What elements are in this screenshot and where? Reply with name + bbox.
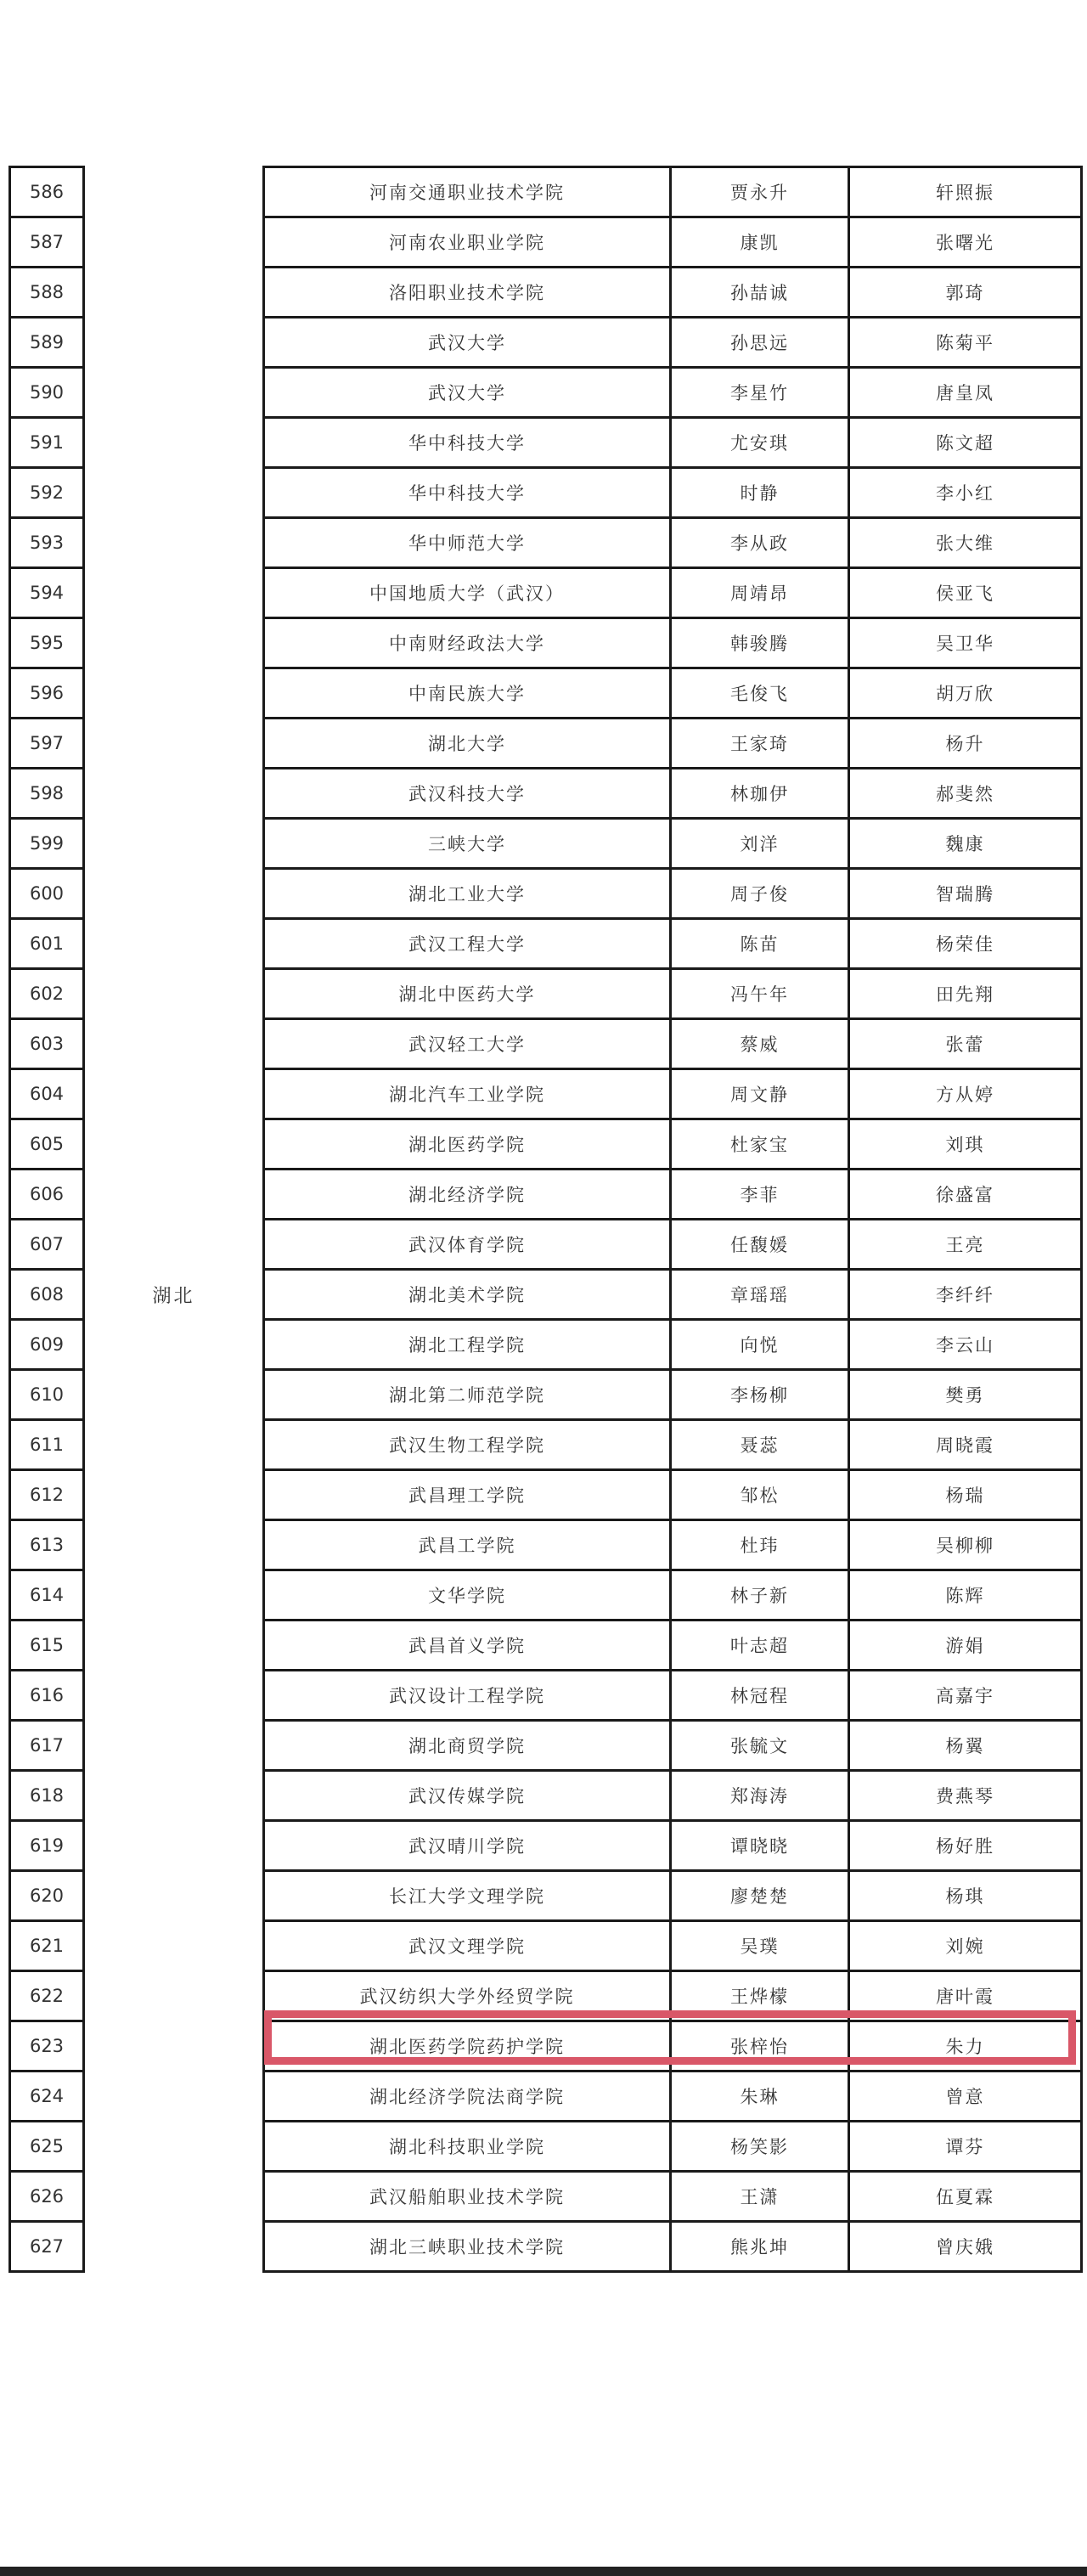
name-secondary-cell: 轩照振 xyxy=(849,167,1082,217)
name-secondary-cell: 郭琦 xyxy=(849,268,1082,318)
row-number: 627 xyxy=(10,2222,84,2272)
row-number: 619 xyxy=(10,1821,84,1871)
name-primary-cell: 聂蕊 xyxy=(671,1420,849,1470)
name-primary-cell: 章瑶瑶 xyxy=(671,1270,849,1320)
school-cell: 湖北工业大学 xyxy=(264,869,671,919)
name-secondary-cell: 郝斐然 xyxy=(849,769,1082,819)
name-secondary-cell: 方从婷 xyxy=(849,1069,1082,1119)
name-secondary-cell: 高嘉宇 xyxy=(849,1671,1082,1721)
name-primary-cell: 李星竹 xyxy=(671,368,849,418)
name-primary-cell: 郑海涛 xyxy=(671,1771,849,1821)
school-cell: 文华学院 xyxy=(264,1570,671,1621)
row-number: 609 xyxy=(10,1320,84,1370)
name-secondary-cell: 徐盛富 xyxy=(849,1170,1082,1220)
name-primary-cell: 杜家宝 xyxy=(671,1119,849,1170)
school-cell: 湖北经济学院法商学院 xyxy=(264,2072,671,2122)
awardee-table xyxy=(8,166,1083,2273)
school-cell: 武昌工学院 xyxy=(264,1520,671,1570)
name-primary-cell: 周靖昂 xyxy=(671,568,849,618)
school-cell: 湖北汽车工业学院 xyxy=(264,1069,671,1119)
row-number: 597 xyxy=(10,719,84,769)
school-cell: 中南财经政法大学 xyxy=(264,618,671,668)
school-cell: 湖北美术学院 xyxy=(264,1270,671,1320)
name-secondary-cell: 刘婉 xyxy=(849,1921,1082,1971)
name-primary-cell: 蔡威 xyxy=(671,1019,849,1069)
name-secondary-cell: 李小红 xyxy=(849,468,1082,518)
row-number: 594 xyxy=(10,568,84,618)
row-number: 604 xyxy=(10,1069,84,1119)
province-cell xyxy=(84,167,264,318)
name-primary-cell: 尤安琪 xyxy=(671,418,849,468)
name-primary-cell: 李菲 xyxy=(671,1170,849,1220)
name-primary-cell: 韩骏腾 xyxy=(671,618,849,668)
name-primary-cell: 时静 xyxy=(671,468,849,518)
name-secondary-cell: 田先翔 xyxy=(849,969,1082,1019)
name-primary-cell: 林子新 xyxy=(671,1570,849,1621)
row-number: 613 xyxy=(10,1520,84,1570)
row-number: 593 xyxy=(10,518,84,568)
row-number: 625 xyxy=(10,2122,84,2172)
school-cell: 三峡大学 xyxy=(264,819,671,869)
school-cell: 河南农业职业学院 xyxy=(264,217,671,268)
school-cell: 武汉大学 xyxy=(264,368,671,418)
name-primary-cell: 孙思远 xyxy=(671,318,849,368)
row-number: 616 xyxy=(10,1671,84,1721)
row-number: 622 xyxy=(10,1971,84,2021)
name-primary-cell: 李从政 xyxy=(671,518,849,568)
name-secondary-cell: 吴柳柳 xyxy=(849,1520,1082,1570)
school-cell: 湖北科技职业学院 xyxy=(264,2122,671,2172)
name-secondary-cell: 魏康 xyxy=(849,819,1082,869)
name-secondary-cell: 杨翼 xyxy=(849,1721,1082,1771)
row-number: 601 xyxy=(10,919,84,969)
name-secondary-cell: 陈文超 xyxy=(849,418,1082,468)
name-secondary-cell: 李纤纤 xyxy=(849,1270,1082,1320)
name-secondary-cell: 陈菊平 xyxy=(849,318,1082,368)
row-number: 603 xyxy=(10,1019,84,1069)
name-primary-cell: 林珈伊 xyxy=(671,769,849,819)
name-primary-cell: 杨笑影 xyxy=(671,2122,849,2172)
row-number: 589 xyxy=(10,318,84,368)
row-number: 595 xyxy=(10,618,84,668)
row-number: 612 xyxy=(10,1470,84,1520)
school-cell: 武汉船舶职业技术学院 xyxy=(264,2172,671,2222)
name-primary-cell: 熊兆坤 xyxy=(671,2222,849,2272)
name-secondary-cell: 谭芬 xyxy=(849,2122,1082,2172)
name-secondary-cell: 胡万欣 xyxy=(849,668,1082,719)
school-cell: 武汉体育学院 xyxy=(264,1220,671,1270)
name-primary-cell: 刘洋 xyxy=(671,819,849,869)
name-primary-cell: 杜玮 xyxy=(671,1520,849,1570)
school-cell: 武汉轻工大学 xyxy=(264,1019,671,1069)
name-secondary-cell: 杨好胜 xyxy=(849,1821,1082,1871)
name-primary-cell: 康凯 xyxy=(671,217,849,268)
table-body xyxy=(10,167,1082,2272)
school-cell: 武汉科技大学 xyxy=(264,769,671,819)
school-cell: 武昌首义学院 xyxy=(264,1621,671,1671)
name-primary-cell: 陈苗 xyxy=(671,919,849,969)
name-primary-cell: 孙喆诚 xyxy=(671,268,849,318)
school-cell: 武汉工程大学 xyxy=(264,919,671,969)
name-secondary-cell: 樊勇 xyxy=(849,1370,1082,1420)
table-row xyxy=(10,167,1082,217)
school-cell: 武汉设计工程学院 xyxy=(264,1671,671,1721)
school-cell: 湖北三峡职业技术学院 xyxy=(264,2222,671,2272)
row-number: 591 xyxy=(10,418,84,468)
school-cell: 华中科技大学 xyxy=(264,468,671,518)
row-number: 586 xyxy=(10,167,84,217)
name-secondary-cell: 陈辉 xyxy=(849,1570,1082,1621)
name-primary-cell: 谭晓晓 xyxy=(671,1821,849,1871)
row-number: 587 xyxy=(10,217,84,268)
name-secondary-cell: 周晓霞 xyxy=(849,1420,1082,1470)
school-cell: 武汉大学 xyxy=(264,318,671,368)
school-cell: 华中师范大学 xyxy=(264,518,671,568)
name-secondary-cell: 吴卫华 xyxy=(849,618,1082,668)
school-cell: 湖北医药学院药护学院 xyxy=(264,2021,671,2072)
name-secondary-cell: 侯亚飞 xyxy=(849,568,1082,618)
row-number: 599 xyxy=(10,819,84,869)
row-number: 606 xyxy=(10,1170,84,1220)
name-secondary-cell: 张曙光 xyxy=(849,217,1082,268)
name-secondary-cell: 智瑞腾 xyxy=(849,869,1082,919)
school-cell: 湖北医药学院 xyxy=(264,1119,671,1170)
name-primary-cell: 叶志超 xyxy=(671,1621,849,1671)
name-secondary-cell: 刘琪 xyxy=(849,1119,1082,1170)
school-cell: 长江大学文理学院 xyxy=(264,1871,671,1921)
province-cell: 湖北 xyxy=(84,318,264,2272)
school-cell: 湖北中医药大学 xyxy=(264,969,671,1019)
row-number: 618 xyxy=(10,1771,84,1821)
row-number: 621 xyxy=(10,1921,84,1971)
school-cell: 武昌理工学院 xyxy=(264,1470,671,1520)
row-number: 608 xyxy=(10,1270,84,1320)
name-secondary-cell: 唐皇凤 xyxy=(849,368,1082,418)
school-cell: 武汉文理学院 xyxy=(264,1921,671,1971)
name-secondary-cell: 杨琪 xyxy=(849,1871,1082,1921)
school-cell: 武汉生物工程学院 xyxy=(264,1420,671,1470)
name-secondary-cell: 杨瑞 xyxy=(849,1470,1082,1520)
row-number: 623 xyxy=(10,2021,84,2072)
school-cell: 武汉晴川学院 xyxy=(264,1821,671,1871)
row-number: 620 xyxy=(10,1871,84,1921)
name-secondary-cell: 曾意 xyxy=(849,2072,1082,2122)
row-number: 605 xyxy=(10,1119,84,1170)
table-row xyxy=(10,318,1082,368)
row-number: 588 xyxy=(10,268,84,318)
name-primary-cell: 邹松 xyxy=(671,1470,849,1520)
name-secondary-cell: 王亮 xyxy=(849,1220,1082,1270)
name-primary-cell: 王家琦 xyxy=(671,719,849,769)
name-primary-cell: 廖楚楚 xyxy=(671,1871,849,1921)
name-primary-cell: 李杨柳 xyxy=(671,1370,849,1420)
name-primary-cell: 朱琳 xyxy=(671,2072,849,2122)
name-secondary-cell: 李云山 xyxy=(849,1320,1082,1370)
name-secondary-cell: 游娟 xyxy=(849,1621,1082,1671)
name-primary-cell: 向悦 xyxy=(671,1320,849,1370)
row-number: 600 xyxy=(10,869,84,919)
row-number: 615 xyxy=(10,1621,84,1671)
school-cell: 湖北经济学院 xyxy=(264,1170,671,1220)
school-cell: 中南民族大学 xyxy=(264,668,671,719)
name-primary-cell: 张毓文 xyxy=(671,1721,849,1771)
school-cell: 武汉纺织大学外经贸学院 xyxy=(264,1971,671,2021)
name-secondary-cell: 杨荣佳 xyxy=(849,919,1082,969)
name-primary-cell: 张梓怡 xyxy=(671,2021,849,2072)
name-primary-cell: 林冠程 xyxy=(671,1671,849,1721)
row-number: 602 xyxy=(10,969,84,1019)
school-cell: 湖北大学 xyxy=(264,719,671,769)
row-number: 614 xyxy=(10,1570,84,1621)
name-secondary-cell: 张蕾 xyxy=(849,1019,1082,1069)
name-primary-cell: 毛俊飞 xyxy=(671,668,849,719)
school-cell: 华中科技大学 xyxy=(264,418,671,468)
row-number: 607 xyxy=(10,1220,84,1270)
name-primary-cell: 王潇 xyxy=(671,2172,849,2222)
bottom-edge-bar xyxy=(0,2567,1087,2576)
name-secondary-cell: 朱力 xyxy=(849,2021,1082,2072)
row-number: 624 xyxy=(10,2072,84,2122)
name-secondary-cell: 费燕琴 xyxy=(849,1771,1082,1821)
row-number: 611 xyxy=(10,1420,84,1470)
school-cell: 湖北工程学院 xyxy=(264,1320,671,1370)
row-number: 626 xyxy=(10,2172,84,2222)
name-secondary-cell: 伍夏霖 xyxy=(849,2172,1082,2222)
name-secondary-cell: 张大维 xyxy=(849,518,1082,568)
row-number: 596 xyxy=(10,668,84,719)
name-secondary-cell: 曾庆娥 xyxy=(849,2222,1082,2272)
name-secondary-cell: 杨升 xyxy=(849,719,1082,769)
row-number: 617 xyxy=(10,1721,84,1771)
name-primary-cell: 王烨檬 xyxy=(671,1971,849,2021)
name-primary-cell: 周文静 xyxy=(671,1069,849,1119)
name-primary-cell: 任馥媛 xyxy=(671,1220,849,1270)
school-cell: 湖北商贸学院 xyxy=(264,1721,671,1771)
name-secondary-cell: 唐叶霞 xyxy=(849,1971,1082,2021)
name-primary-cell: 吴璞 xyxy=(671,1921,849,1971)
row-number: 592 xyxy=(10,468,84,518)
school-cell: 中国地质大学（武汉） xyxy=(264,568,671,618)
row-number: 590 xyxy=(10,368,84,418)
school-cell: 洛阳职业技术学院 xyxy=(264,268,671,318)
row-number: 598 xyxy=(10,769,84,819)
name-primary-cell: 冯午年 xyxy=(671,969,849,1019)
school-cell: 湖北第二师范学院 xyxy=(264,1370,671,1420)
name-primary-cell: 贾永升 xyxy=(671,167,849,217)
name-primary-cell: 周子俊 xyxy=(671,869,849,919)
school-cell: 河南交通职业技术学院 xyxy=(264,167,671,217)
school-cell: 武汉传媒学院 xyxy=(264,1771,671,1821)
row-number: 610 xyxy=(10,1370,84,1420)
